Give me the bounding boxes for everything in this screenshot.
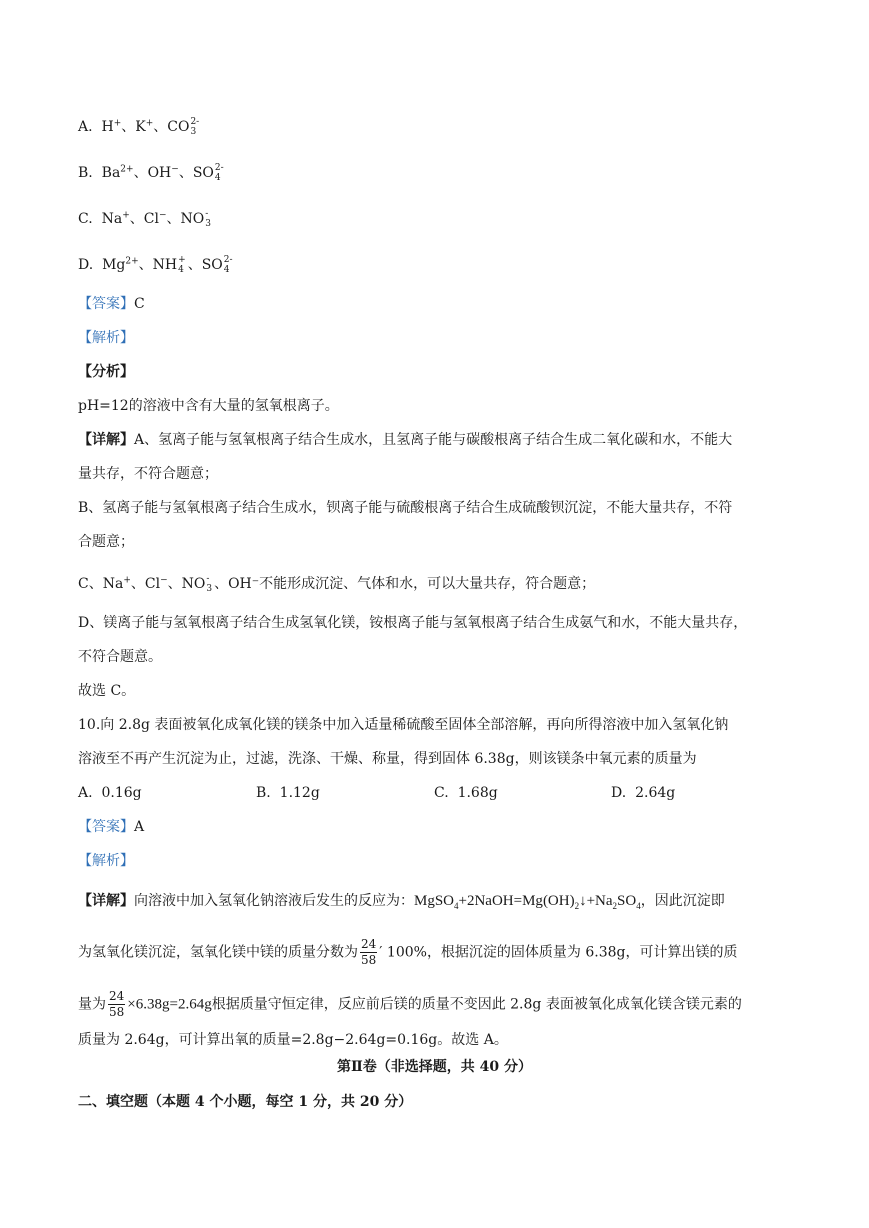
q9-detail-d-line2: 不符合题意。 [78, 649, 162, 665]
ion-sulfate: SO 2- 4 [201, 255, 233, 275]
ion-sulfate: SO 2- 4 [192, 163, 224, 183]
q10-detail-line1: 【详解】向溶液中加入氢氧化钠溶液后发生的反应为：$MgSO_4+2NaOH=Mg(OH)_2↓+Na_2SO_4$，因此沉淀即 [78, 893, 725, 911]
ion-ba: $Ba^{2+}$ [101, 164, 134, 181]
ion-h: H+ [101, 118, 122, 135]
q9-detail-b-line2: 合题意； [78, 534, 134, 550]
q10-analysis-tag: 【解析】 [78, 853, 134, 869]
mass-fraction: $\frac{24}{58}$ [109, 989, 125, 1019]
ion-oh: OH− [147, 164, 179, 181]
mass-fraction: $\frac{24}{58}$ [361, 937, 377, 967]
q10-detail-line2: 为氢氧化镁沉淀，氢氧化镁中镁的质量分数为 $\frac{24}{58}$ ′ 100%，根据沉淀的固体质量为 6.38g，可计算出镁的质 [78, 937, 738, 967]
option-c: C. Na+、Cl−、NO - 3 [78, 209, 211, 229]
option-a: A. H+、K+、CO 2- 3 [78, 117, 200, 137]
q10-choice-c: C. 1.68g [434, 785, 498, 801]
q10-choice-a: A. 0.16g [78, 785, 142, 801]
section-subtitle: 二、填空题（本题 4 个小题，每空 1 分，共 20 分） [78, 1094, 413, 1110]
section-title: 第Ⅱ卷（非选择题，共 40 分） [336, 1059, 533, 1075]
ion-ammonium: NH + 4 [152, 255, 186, 275]
ion-na: Na+ [101, 210, 130, 227]
answer-value: C [134, 296, 145, 312]
answer-tag: 【答案】 [78, 819, 134, 835]
q9-detail-c: C、Na+、Cl−、NO - 3 、OH⁻不能形成沉淀、气体和水，可以大量共存，符合题意； [78, 574, 596, 594]
option-b: B. $Ba^{2+}$、OH−、SO 2- 4 [78, 163, 224, 183]
q9-detail-a-line1: 【详解】A、氢离子能与氢氧根离子结合生成水，且氢离子能与碳酸根离子结合生成二氧化碳和水，不能大 [78, 432, 733, 448]
q9-detail-a-line2: 量共存，不符合题意； [78, 466, 218, 482]
ion-nitrate: NO - 3 [180, 209, 211, 229]
q9-detail-d-line1: D、镁离子能与氢氧根离子结合生成氢氧化镁，铵根离子能与氢氧根离子结合生成氨气和水，不能大量共存， [78, 615, 748, 631]
option-label: A. [78, 119, 93, 135]
q10-stem-line2: 溶液至不再产生沉淀为止，过滤，洗涤、干燥、称量，得到固体 6.38g，则该镁条中氧元素的质量为 [78, 751, 697, 767]
q9-fenxi-text: pH=12的溶液中含有大量的氢氧根离子。 [78, 398, 339, 414]
q10-choice-d: D. 2.64g [611, 785, 676, 801]
ion-k: K+ [135, 118, 154, 135]
option-label: C. [78, 211, 93, 227]
ion-cl: Cl− [143, 210, 167, 227]
option-label: B. [78, 165, 93, 181]
answer-value: A [134, 819, 145, 835]
q10-answer [78, 817, 792, 837]
q10-detail-line3: 量为 $\frac{24}{58}$ ×6.38g=2.64g根据质量守恒定律，反应前后镁的质量不变因此 2.8g 表面被氧化成氧化镁含镁元素的 [78, 989, 742, 1019]
option-label: D. [78, 257, 94, 273]
q9-detail-b-line1: B、氢离子能与氢氧根离子结合生成水，钡离子能与硫酸根离子结合生成硫酸钡沉淀，不能大量共存，不符 [78, 500, 733, 516]
q10-choice-b: B. 1.12g [256, 785, 320, 801]
q9-analysis-tag: 【解析】 [78, 330, 134, 346]
answer-tag: 【答案】 [78, 296, 134, 312]
q9-fenxi-tag: 【分析】 [78, 364, 134, 380]
reaction-equation: $MgSO_4+2NaOH=Mg(OH)_2↓+Na_2SO_4$ [414, 893, 641, 911]
q10-stem-line1: 10.向 2.8g 表面被氧化成氧化镁的镁条中加入适量稀硫酸至固体全部溶解，再向所得溶液中加入氢氧化钠 [78, 717, 729, 733]
ion-mg: $Mg^{2+}$ [102, 256, 139, 273]
option-d: D. $Mg^{2+}$、NH + 4 、SO 2- 4 [78, 255, 233, 275]
q10-detail-line4: 质量为 2.64g，可计算出氧的质量=2.8g−2.64g=0.16g。故选 A。 [78, 1032, 508, 1048]
ion-carbonate: CO 2- 3 [167, 117, 200, 137]
q9-conclusion: 故选 C。 [78, 683, 136, 699]
q9-answer [78, 294, 792, 314]
